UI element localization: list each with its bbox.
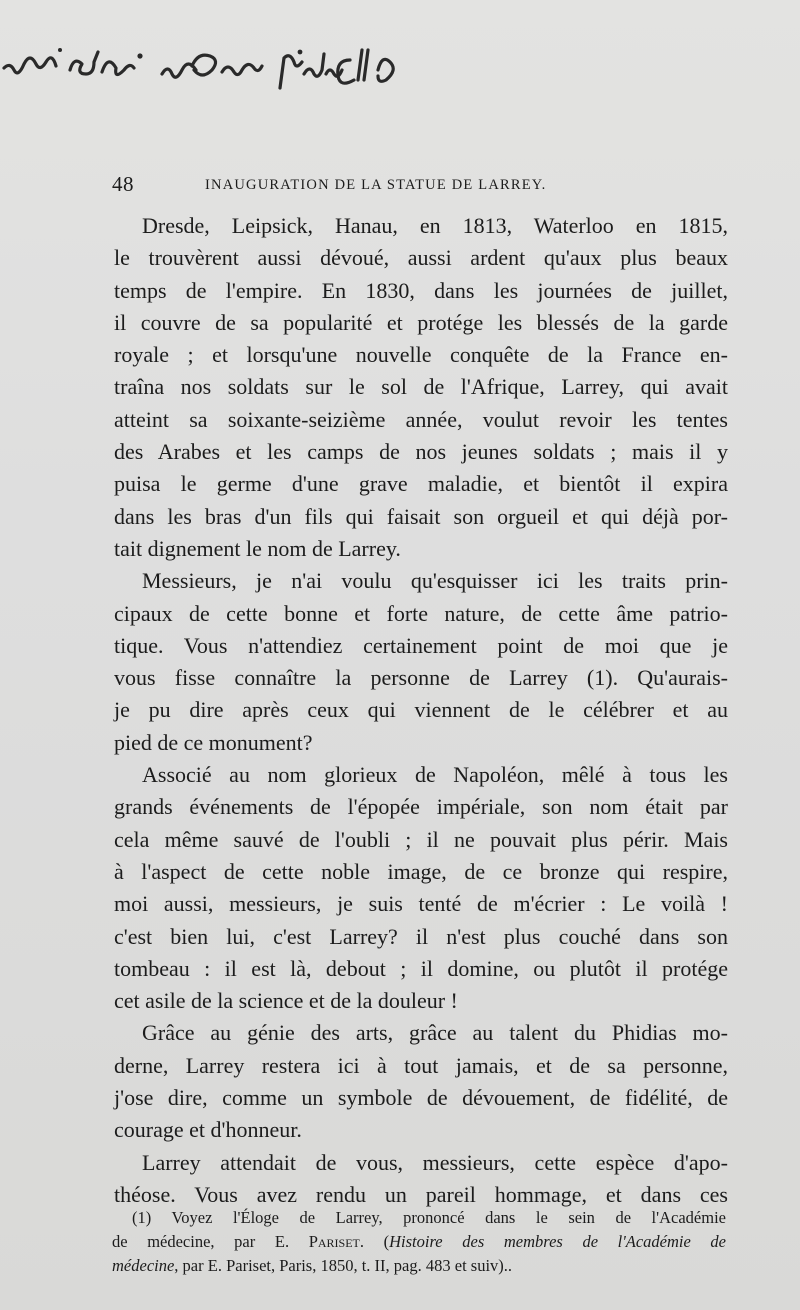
footnote-work-title: médecine	[112, 1256, 175, 1275]
text-line: Associé au nom glorieux de Napoléon, mêlé à tous les	[142, 762, 728, 788]
text-line: vous fisse connaître la personne de Larrey (1). Qu'aurais-	[114, 665, 728, 691]
text-line: Larrey attendait de vous, messieurs, cette espèce d'apo-	[142, 1149, 728, 1175]
text-line: Dresde, Leipsick, Hanau, en 1813, Waterloo en 1815,	[142, 213, 728, 238]
text-line: c'est bien lui, c'est Larrey? il n'est plus couché dans son	[114, 923, 728, 949]
text-line: temps de l'empire. En 1830, dans les journées de juillet,	[114, 277, 728, 303]
footnote-text: . (	[359, 1232, 390, 1251]
text-line: tique. Vous n'attendiez certainement point de moi que je	[114, 632, 728, 658]
text-line: pied de ce monument?	[114, 729, 313, 755]
footnote-line	[112, 1254, 726, 1278]
text-line: cet asile de la science et de la douleur !	[114, 988, 458, 1014]
text-line: tombeau : il est là, debout ; il domine, ou plutôt il protége	[114, 955, 728, 981]
text-line: le trouvèrent aussi dévoué, aussi ardent qu'aux plus beaux	[114, 245, 728, 271]
text-line: courage et d'honneur.	[114, 1117, 302, 1143]
text-line: traîna nos soldats sur le sol de l'Afrique, Larrey, qui avait	[114, 374, 728, 400]
text-line: puisa le germe d'une grave maladie, et bientôt il expira	[114, 471, 728, 497]
text-line: j'ose dire, comme un symbole de dévouement, de fidélité, de	[114, 1085, 728, 1111]
text-line: moi aussi, messieurs, je suis tenté de m'écrier : Le voilà !	[114, 891, 728, 917]
footnote-line	[112, 1230, 726, 1254]
footnote-author: Pariset	[308, 1232, 360, 1251]
footnote	[112, 1206, 726, 1278]
text-line: à l'aspect de cette noble image, de ce bronze qui respire,	[114, 858, 728, 884]
text-line: il couvre de sa popularité et protége les blessés de la garde	[114, 309, 728, 335]
page-number: 48	[112, 172, 134, 196]
text-line: théose. Vous avez rendu un pareil hommage, et dans ces	[114, 1181, 728, 1207]
handwritten-annotation	[0, 30, 420, 100]
body-text	[114, 210, 728, 1211]
text-line: dans les bras d'un fils qui faisait son orgueil et qui déjà por-	[114, 503, 728, 529]
text-line: cela même sauvé de l'oubli ; il ne pouvait plus périr. Mais	[114, 826, 728, 852]
footnote-line: (1) Voyez l'Éloge de Larrey, prononcé dans le sein de l'Académie	[132, 1208, 726, 1227]
text-line: Grâce au génie des arts, grâce au talent du Phidias mo-	[142, 1020, 728, 1046]
text-line: cipaux de cette bonne et forte nature, de cette âme patrio-	[114, 600, 728, 626]
running-title: INAUGURATION DE LA STATUE DE LARREY.	[205, 177, 547, 193]
text-line: je pu dire après ceux qui viennent de le célébrer et au	[114, 697, 728, 723]
footnote-text: , par E. Pariset, Paris, 1850, t. II, pag. 483 et suiv)..	[174, 1256, 513, 1275]
text-line: tait dignement le nom de Larrey.	[114, 535, 401, 561]
running-head	[112, 172, 717, 200]
text-line: Messieurs, je n'ai voulu qu'esquisser ici les traits prin-	[142, 568, 728, 594]
text-line: des Arabes et les camps de nos jeunes soldats ; mais il y	[114, 439, 728, 465]
footnote-text: de médecine, par E.	[112, 1232, 309, 1251]
text-line: atteint sa soixante-seizième année, voulut revoir les tentes	[114, 406, 728, 432]
text-line: grands événements de l'épopée impériale, son nom était par	[114, 794, 728, 820]
text-line: royale ; et lorsqu'une nouvelle conquête de la France en-	[114, 342, 728, 368]
text-line: derne, Larrey restera ici à tout jamais, et de sa personne,	[114, 1052, 728, 1078]
footnote-work-title: Histoire des membres de l'Académie de	[389, 1232, 727, 1251]
